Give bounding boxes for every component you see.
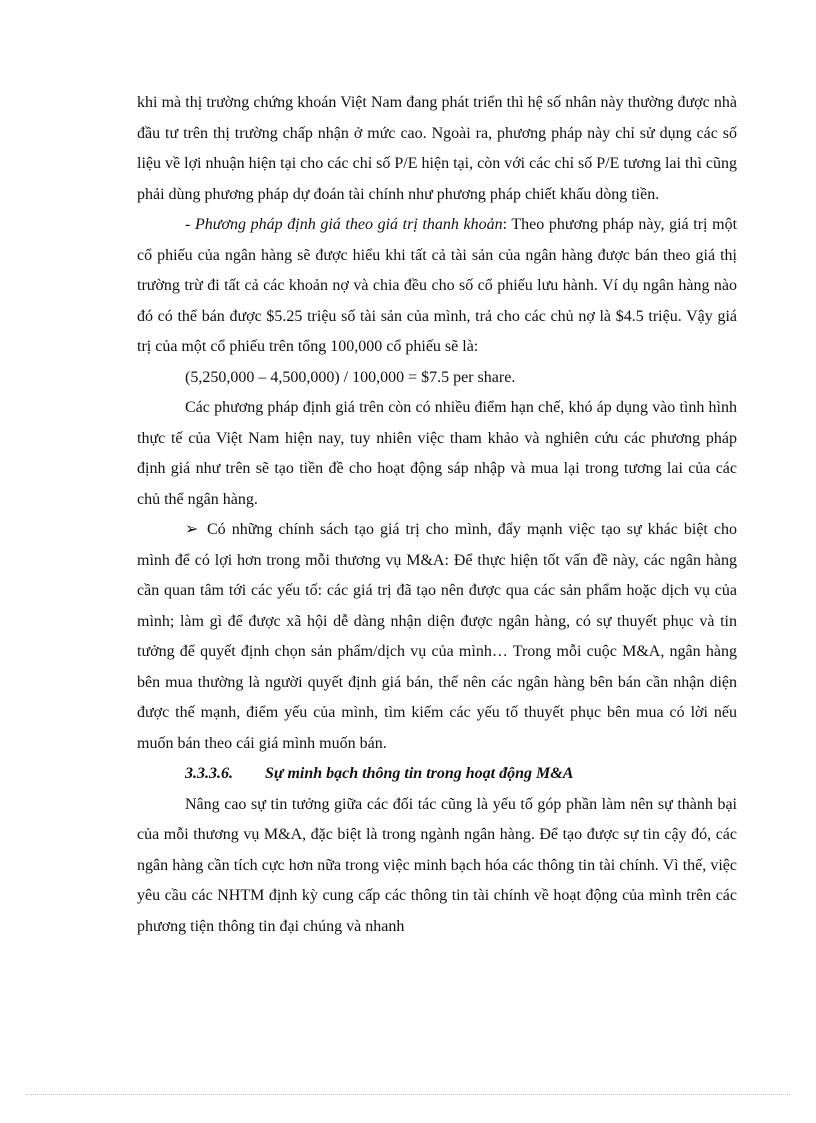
method-description: : Theo phương pháp này, giá trị một cổ phiếu của ngân hàng sẽ được hiểu khi tất cả tài sản của ngân hàng được bán theo giá thị trường trừ đi tất cả các khoản nợ và chia đều cho số cổ phiếu lưu hành. Ví dụ ngân hàng nào đó có thể bán được $5.25 triệu số tài sản của mình, trả cho các chủ nợ là $4.5 triệu. Vậy giá trị của một cổ phiếu trên tổng 100,000 cổ phiếu sẽ là:: [137, 216, 738, 355]
arrow-bullet-icon: ➢: [185, 521, 199, 538]
bullet-paragraph-value-policy: [137, 515, 737, 759]
formula-line: (5,250,000 – 4,500,000) / 100,000 = $7.5 per share.: [185, 368, 516, 386]
paragraph-liquidation-method: [137, 210, 737, 363]
page-bottom-divider: [26, 1094, 790, 1095]
dash-prefix: -: [185, 216, 195, 233]
paragraph-limitations: Các phương pháp định giá trên còn có nhiều điểm hạn chế, khó áp dụng vào tình hình thực tế của Việt Nam hiện nay, tuy nhiên việc tham khảo và nghiên cứu các phương pháp định giá như trên sẽ tạo tiền đề cho hoạt động sáp nhập và mua lại trong tương lai của các chủ thể ngân hàng.: [137, 399, 737, 508]
method-name: Phương pháp định giá theo giá trị thanh khoản: [194, 216, 503, 233]
section-number: 3.3.3.6.: [185, 765, 233, 782]
bullet-text: Có những chính sách tạo giá trị cho mình, đẩy mạnh việc tạo sự khác biệt cho mình để có lợi hơn trong mỗi thương vụ M&A: Để thực hiện tốt vấn đề này, các ngân hàng cần quan tâm tới các yếu tố: các giá trị đã tạo nên được qua các sản phẩm hoặc dịch vụ của mình; làm gì để được xã hội dễ dàng nhận diện được ngân hàng, có sự thuyết phục và tin tưởng để quyết định chọn sản phẩm/dịch vụ của mình… Trong mỗi cuộc M&A, ngân hàng bên mua thường là người quyết định giá bán, thế nên các ngân hàng bên bán cần nhận diện được thế mạnh, điểm yếu của mình, tìm kiếm các yếu tố thuyết phục bên mua có lời nếu muốn bán theo cái giá mình muốn bán.: [137, 521, 737, 752]
section-heading: [137, 759, 737, 790]
paragraph-pe-ratio: khi mà thị trường chứng khoán Việt Nam đang phát triển thì hệ số nhân này thường được nhà đầu tư trên thị trường chấp nhận ở mức cao. Ngoài ra, phương pháp này chỉ sử dụng các số liệu về lợi nhuận hiện tại cho các chỉ số P/E hiện tại, còn với các chỉ số P/E tương lai thì cũng phải dùng phương pháp dự đoán tài chính như phương pháp chiết khấu dòng tiền.: [137, 94, 737, 203]
section-title: Sự minh bạch thông tin trong hoạt động M&A: [265, 765, 574, 782]
document-page: [137, 88, 737, 942]
paragraph-transparency: Nâng cao sự tin tưởng giữa các đối tác cũng là yếu tố góp phần làm nên sự thành bại của mỗi thương vụ M&A, đặc biệt là trong ngành ngân hàng. Để tạo được sự tin cậy đó, các ngân hàng cần tích cực hơn nữa trong việc minh bạch hóa các thông tin tài chính. Vì thế, việc yêu cầu các NHTM định kỳ cung cấp các thông tin tài chính về hoạt động của mình trên các phương tiện thông tin đại chúng và nhanh: [137, 795, 737, 935]
